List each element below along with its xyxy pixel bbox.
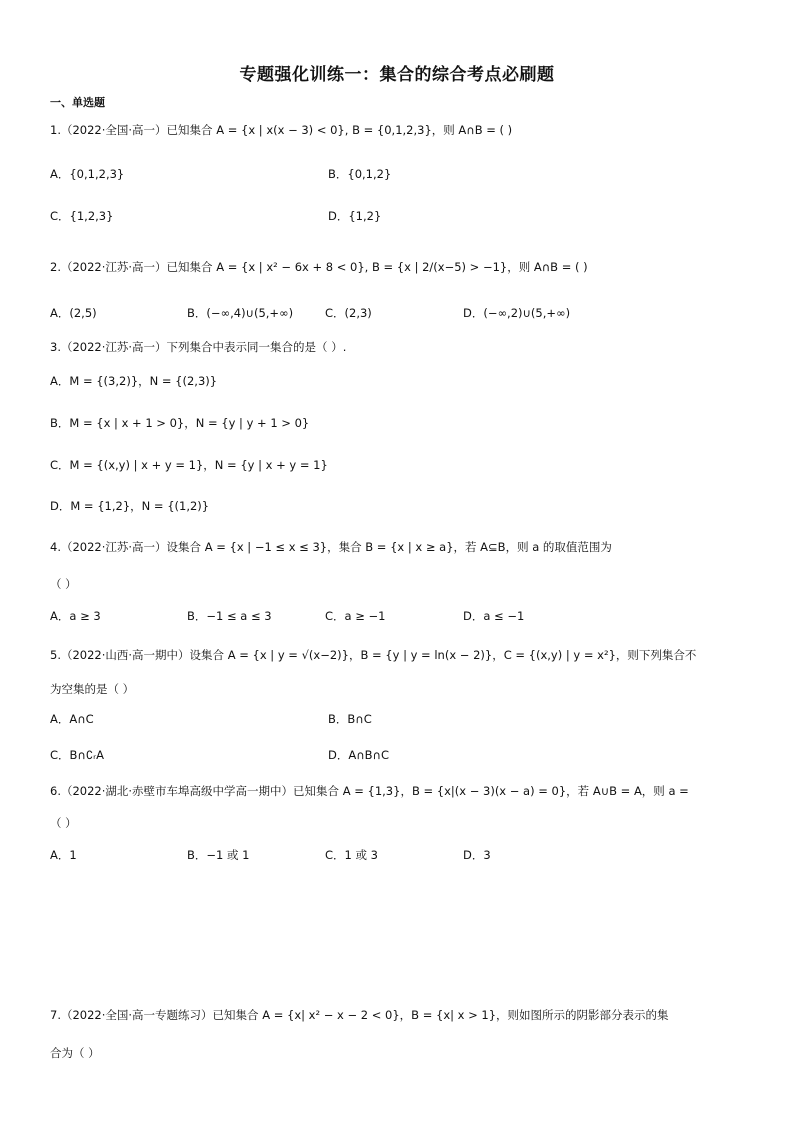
question-3-option-d[interactable]: D．M = {1,2}，N = {(1,2)} [50, 499, 210, 513]
question-5-stem: 5.（2022·山西·高一期中）设集合 A = {x | y = √(x−2)}，B = {y | y = ln(x − 2)}，C = {(x,y) | y = x²}，则下列集合不 [50, 648, 697, 662]
question-2-option-a[interactable]: A．(2,5) [50, 306, 97, 320]
question-1-option-d[interactable]: D．{1,2} [328, 209, 382, 223]
question-4-option-c[interactable]: C．a ≥ −1 [325, 609, 386, 623]
question-6-option-d[interactable]: D．3 [463, 848, 491, 862]
question-5-stem-continued: 为空集的是（ ） [50, 682, 135, 696]
question-6-stem: 6.（2022·湖北·赤壁市车埠高级中学高一期中）已知集合 A = {1,3}，B = {x|(x − 3)(x − a) = 0}，若 A∪B = A，则 a = [50, 784, 689, 798]
question-4-option-a[interactable]: A．a ≥ 3 [50, 609, 101, 623]
question-2-option-c[interactable]: C．(2,3) [325, 306, 372, 320]
question-3-option-a[interactable]: A．M = {(3,2)}，N = {(2,3)} [50, 374, 218, 388]
page-title: 专题强化训练一：集合的综合考点必刷题 [239, 65, 555, 85]
question-6-stem-continued: （ ） [50, 816, 77, 830]
question-2-stem: 2.（2022·江苏·高一）已知集合 A = {x | x² − 6x + 8 < 0}, B = {x | 2/(x−5) > −1}，则 A∩B = ( ) [50, 260, 588, 274]
question-1-stem: 1.（2022·全国·高一）已知集合 A = {x | x(x − 3) < 0}, B = {0,1,2,3}，则 A∩B = ( ) [50, 123, 513, 137]
question-1-option-b[interactable]: B．{0,1,2} [328, 167, 392, 181]
question-5-option-b[interactable]: B．B∩C [328, 712, 372, 726]
question-4-option-d[interactable]: D．a ≤ −1 [463, 609, 525, 623]
question-5-option-c[interactable]: C．B∩∁ᵣA [50, 748, 104, 762]
question-7-stem: 7.（2022·全国·高一专题练习）已知集合 A = {x| x² − x − 2 < 0}，B = {x| x > 1}，则如图所示的阴影部分表示的集 [50, 1008, 669, 1022]
question-4-stem-continued: （ ） [50, 577, 77, 591]
question-1-option-a[interactable]: A．{0,1,2,3} [50, 167, 125, 181]
question-6-option-a[interactable]: A．1 [50, 848, 77, 862]
question-5-option-d[interactable]: D．A∩B∩C [328, 748, 389, 762]
question-7-stem-continued: 合为（ ） [50, 1046, 100, 1060]
question-3-option-b[interactable]: B．M = {x | x + 1 > 0}，N = {y | y + 1 > 0} [50, 416, 310, 430]
question-1-option-c[interactable]: C．{1,2,3} [50, 209, 114, 223]
question-4-option-b[interactable]: B．−1 ≤ a ≤ 3 [187, 609, 272, 623]
question-3-option-c[interactable]: C．M = {(x,y) | x + y = 1}，N = {y | x + y = 1} [50, 458, 328, 472]
question-6-option-b[interactable]: B．−1 或 1 [187, 848, 250, 862]
question-5-option-a[interactable]: A．A∩C [50, 712, 94, 726]
question-2-option-b[interactable]: B．(−∞,4)∪(5,+∞) [187, 306, 294, 320]
question-4-stem: 4.（2022·江苏·高一）设集合 A = {x | −1 ≤ x ≤ 3}，集合 B = {x | x ≥ a}，若 A⊆B，则 a 的取值范围为 [50, 540, 612, 554]
question-2-option-d[interactable]: D．(−∞,2)∪(5,+∞) [463, 306, 571, 320]
question-6-option-c[interactable]: C．1 或 3 [325, 848, 378, 862]
section-heading: 一、单选题 [50, 96, 105, 109]
question-3-stem: 3.（2022·江苏·高一）下列集合中表示同一集合的是（ ）. [50, 340, 347, 354]
